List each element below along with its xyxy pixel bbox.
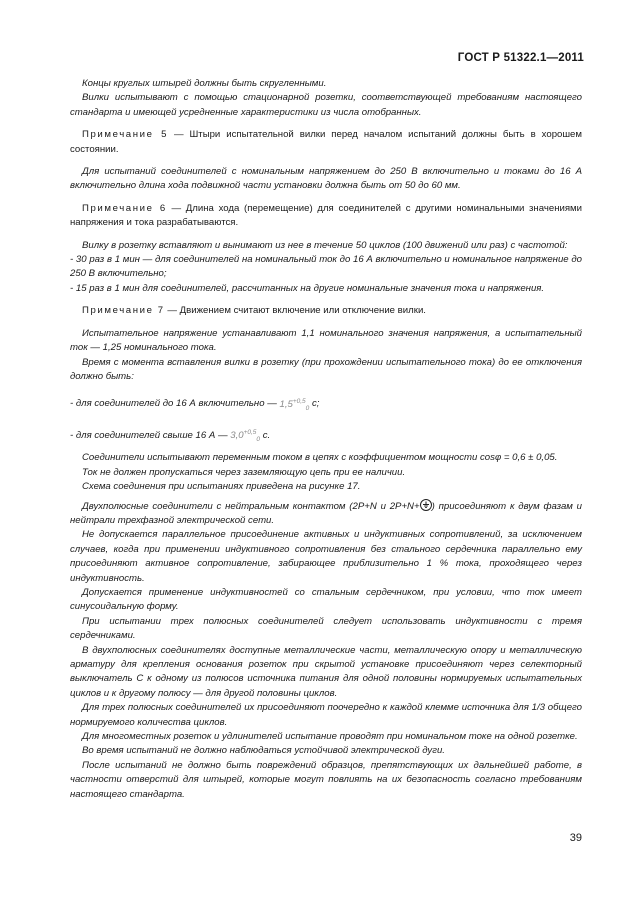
paragraph: Для трех полюсных соединителей их присоединяют поочередно к каждой клемме источника для 1/3 общего нормируемого количества циклов. [70,702,582,728]
time-unit: с. [260,430,271,441]
paragraph: Ток не должен пропускаться через заземляющую цепь при ее наличии. [82,466,406,478]
time-prefix: - для соединителей до 16 А включительно — [70,398,280,410]
paragraph: В двухполюсных соединителях доступные металлические части, металлическую опору и металлическую арматуру для крепления основания розеток при скрытой установке присоединяют через селекторный выключатель С к одному из полюсов источника питания для одной половины нормируемых испытательных циклов и к другому полюсу — для другой половины циклов. [70,644,582,699]
note-6 [70,202,582,231]
paragraph-connection: Двухполюсные соединители с нейтральным контактом (2P+N и 2P+N+ ) присоединяют к двум фазам и нейтрали трехфазной электрической сети. [70,500,582,526]
paragraph: Время с момента вставления вилки в розетку (при прохождении испытательного тока) до ее отключения должно быть: [70,356,582,382]
document-body [70,77,582,802]
paragraph: Для многоместных розеток и удлинителей испытание проводят при номинальном токе на одной розетке. [82,731,578,743]
time-value: $3,0^{+0,5}_0$ [230,428,261,443]
time-requirement-16a [70,394,582,416]
paragraph: Концы круглых штырей должны быть скругленными. [82,78,327,89]
paragraph: Испытательное напряжение устанавливают 1,1 номинального значения напряжения, а испытательный ток — 1,25 номинального тока. [70,327,582,354]
note-label: Примечание 6 [82,202,167,214]
list-item: - 30 раз в 1 мин — для соединителей на номинальный ток до 16 А включительно и номинальное напряжение до 250 В включительно; [70,254,582,280]
paragraph: При испытании трех полюсных соединителей следует использовать индуктивности с тремя сердечниками. [70,615,582,642]
standard-header: ГОСТ Р 51322.1—2011 [457,52,584,64]
time-requirement-over-16a [70,426,582,448]
note-text: — Штыри испытательной вилки перед началом испытаний должны быть в хорошем состоянии. [70,129,582,155]
page-number: 39 [569,832,582,844]
time-value: $1,5^{+0,5}_0$ [279,397,310,412]
paragraph: Во время испытаний не должно наблюдаться устойчивой электрической дуги. [82,745,445,757]
time-unit: с; [309,398,320,410]
note-text: — Движением считают включение или отключение вилки. [164,305,426,317]
paragraph: Вилку в розетку вставляют и вынимают из нее в течение 50 циклов (100 движений или раз) с частотой: [82,239,568,251]
paragraph: Схема соединения при испытаниях приведена на рисунке 17. [82,481,361,493]
list-item: - 15 раз в 1 мин для соединителей, рассчитанных на другие номинальные значения тока и напряжения. [70,282,545,294]
paragraph: Для испытаний соединителей с номинальным напряжением до 250 В включительно и токами до 16 А включительно длина хода подвижной части установки должна быть от 50 до 60 мм. [70,166,582,192]
note-5 [70,128,582,157]
note-7 [70,304,582,318]
paragraph: Вилки испытывают с помощью стационарной розетки, соответствующей требованиям настоящего стандарта и имеющей усредненные характеристики из числа отобранных. [70,92,582,118]
paragraph: После испытаний не должно быть повреждений образцов, препятствующих их дальнейшей работе, в частности отверстий для штырей, которые могут повлиять на их безопасность согласно требованиям настоящего стандарта. [70,759,582,800]
note-text: — Длина хода (перемещение) для соединителей с другими номинальными значениями напряжения и тока разрабатываются. [70,202,582,229]
note-label: Примечание 5 [82,129,169,141]
ground-icon [420,499,432,511]
paragraph: Не допускается параллельное присоединение активных и индуктивных сопротивлений, за исключением случаев, когда при применении индуктивного сопротивления без стального сердечника параллельно ему присоединяют активное сопротивление, забирающее приблизительно 1 % тока, проходящего через индуктивность. [70,529,582,584]
paragraph: Соединители испытывают переменным током в цепях с коэффициентом мощности cosφ = 0,6 ± 0,05. [82,452,558,464]
paragraph: Допускается применение индуктивностей со стальным сердечником, при условии, что ток имеет синусоидальную форму. [70,586,582,613]
time-prefix: - для соединителей свыше 16 А — [70,430,231,441]
note-label: Примечание 7 [82,305,165,317]
